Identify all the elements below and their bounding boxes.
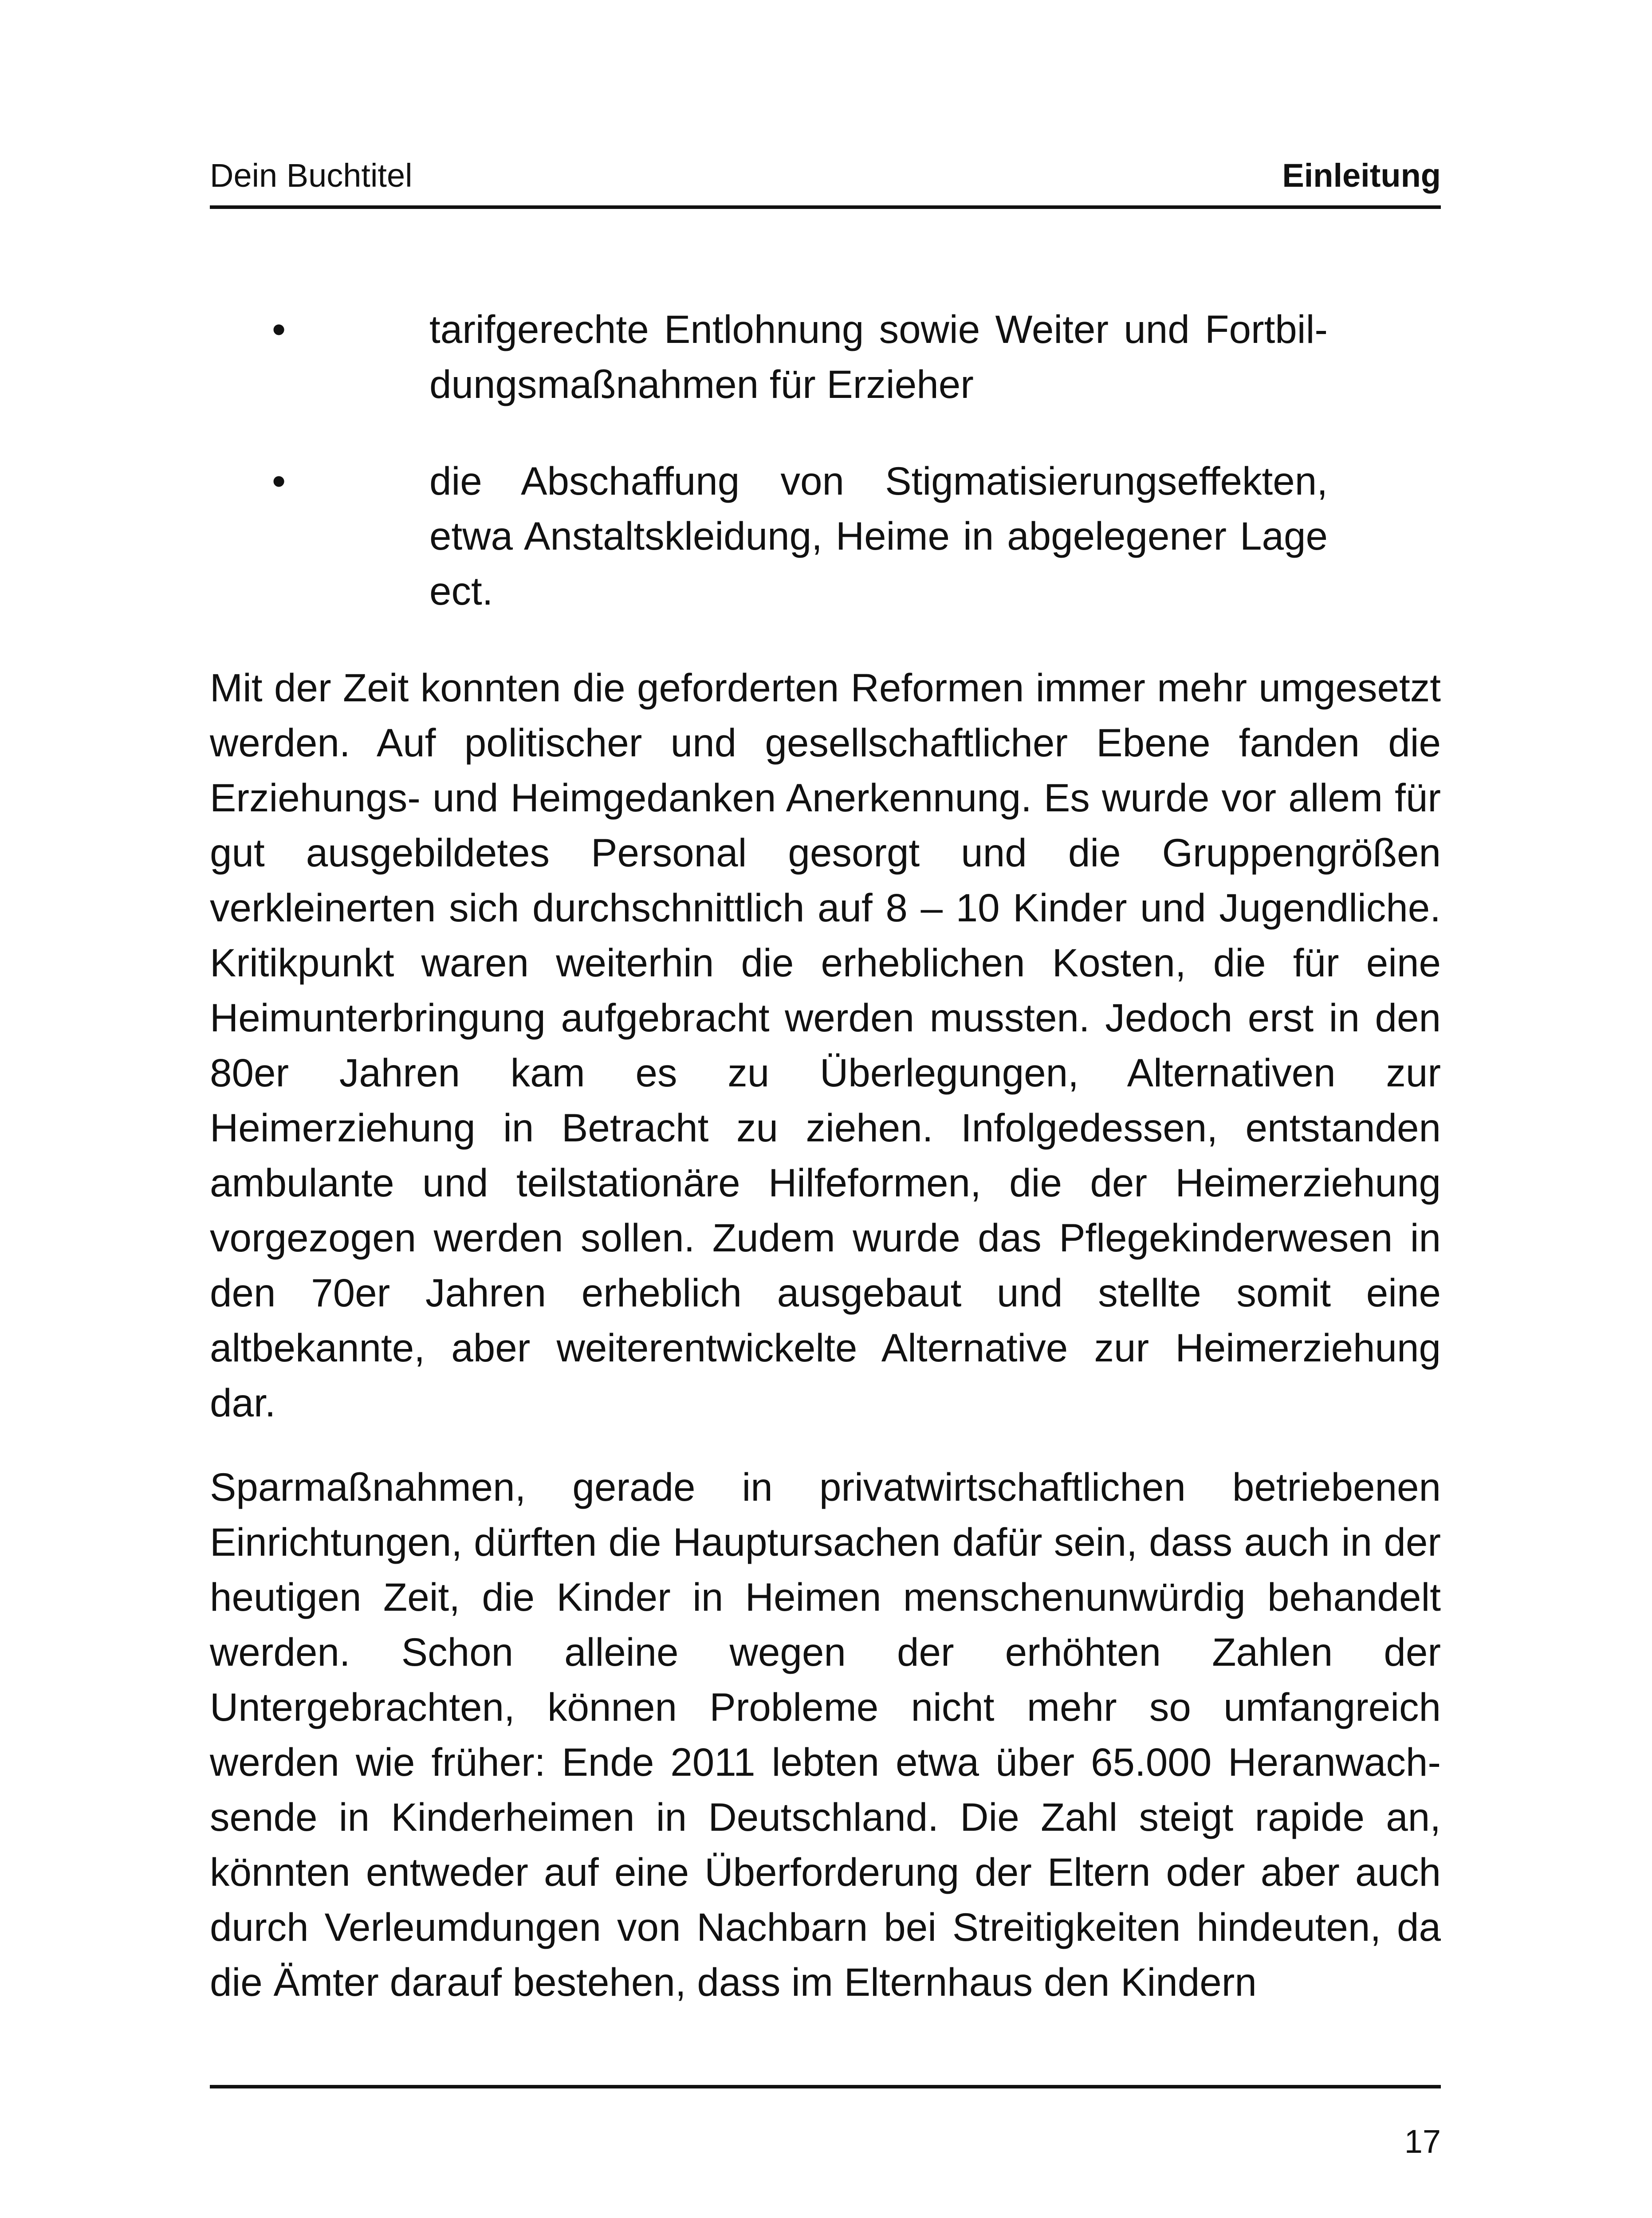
bullet-text: die Abschaffung von Stigmatisierungseffekten, etwa Anstaltskleidung, Heime in abgelegener Lage ect. — [429, 459, 1328, 613]
book-title: Dein Buchtitel — [210, 157, 413, 194]
paragraph: Sparmaßnahmen, gerade in privatwirtschaftlichen betriebenen Einrichtungen, dürften die Hauptursachen dafür sein, dass auch in der heutigen Zeit, die Kinder in Heimen menschenunwürdig behandelt werden. Schon alleine wegen der erhöhten Zahlen der Untergebrachten, können Probleme nicht mehr so umfangreich werden wie früher: Ende 2011 lebten etwa über 65.000 Heranwachsende in Kinderheimen in Deutschland. Die Zahl steigt rapide an, könnten entweder auf eine Überforderung der Eltern oder aber auch durch Verleumdungen von Nachbarn bei Streitigkeiten hindeuten, da die Ämter darauf bestehen, dass im Elternhaus den Kindern — [210, 1465, 1441, 2004]
header-rule — [210, 205, 1441, 209]
running-header — [210, 153, 1441, 198]
bullet-marker: • — [272, 459, 286, 503]
body-text — [210, 302, 1441, 2039]
bullet-marker: • — [272, 307, 286, 351]
chapter-title: Einleitung — [1282, 157, 1441, 194]
bullet-text: tarifgerechte Entlohnung sowie Weiter und Fortbildungsmaßnahmen für Erzieher — [429, 307, 1328, 406]
list-item — [210, 453, 1441, 618]
page-number: 17 — [1404, 2123, 1441, 2160]
list-item — [210, 302, 1441, 412]
paragraph: Mit der Zeit konnten die geforderten Reformen immer mehr umgesetzt werden. Auf politischer und gesellschaftlicher Ebene fanden die Erziehungs- und Heimgedanken Anerkennung. Es wurde vor allem für gut ausgebildetes Personal gesorgt und die Gruppengrößen verkleinerten sich durchschnittlich auf 8 – 10 Kinder und Jugendliche. Kritikpunkt waren weiterhin die erheblichen Kosten, die für eine Heimunterbringung aufgebracht werden mussten. Jedoch erst in den 80er Jahren kam es zu Überlegungen, Alternativen zur Heimerziehung in Betracht zu ziehen. Infolgedessen, entstanden ambulante und teilstationäre Hilfeformen, die der Heimerziehung vorgezogen werden sollen. Zudem wurde das Pflegekinderwesen in den 70er Jahren erheblich ausgebaut und stellte somit eine altbekannte, aber weiterentwickelte Alternative zur Heimerziehung dar. — [210, 665, 1441, 1425]
bullet-list — [210, 302, 1441, 618]
footer-rule — [210, 2085, 1441, 2088]
